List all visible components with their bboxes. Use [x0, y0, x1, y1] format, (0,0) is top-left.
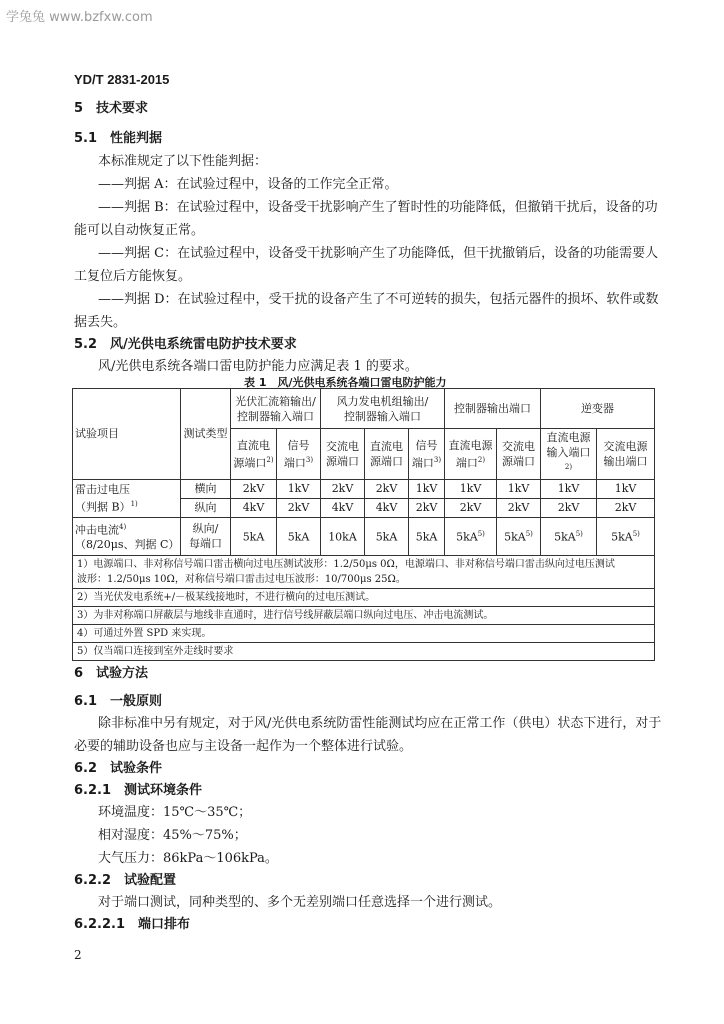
row-label-surge-current: 冲击电流$^{4)}$ （8/20μs、判据 C）	[73, 517, 181, 555]
subheader-dc-power-port: 直流电 源端口$^{2)}$	[231, 429, 277, 480]
value-cell: 1kV	[409, 479, 445, 498]
subheader-dc-input-port: 直流电源 输入端口$^{2)}$	[541, 429, 597, 480]
value-cell: 1kV	[541, 479, 597, 498]
value-cell: $5kA^{5)}$	[541, 517, 597, 555]
table-caption: 表 1 风/光供电系统各端口雷电防护能力	[244, 376, 447, 389]
value-cell: 1kV	[497, 479, 541, 498]
env-temperature: 环境温度：15℃～35℃；	[98, 805, 252, 820]
value-cell: 4kV	[365, 498, 409, 517]
header-inverter: 逆变器	[541, 389, 655, 429]
value-cell: 1kV	[277, 479, 321, 498]
criterion-a: ——判据 A：在试验过程中，设备的工作完全正常。	[98, 177, 398, 192]
value-cell: 2kV	[597, 498, 655, 517]
section-5-heading: 5 技术要求	[74, 101, 149, 116]
section-6-2-1-heading: 6.2.1 测试环境条件	[74, 783, 203, 798]
subheader-signal-port: 信号 端口$^{3)}$	[277, 429, 321, 480]
value-cell: 5kA	[409, 517, 445, 555]
value-cell: 2kV	[445, 498, 497, 517]
paragraph: 本标准规定了以下性能判据：	[98, 154, 268, 169]
document-id: YD/T 2831-2015	[74, 72, 170, 87]
header-test-item: 试验项目	[73, 389, 181, 480]
value-cell: 5kA	[365, 517, 409, 555]
header-controller-output: 控制器输出端口	[445, 389, 541, 429]
paragraph: 除非标准中另有规定，对于风/光供电系统防雷性能测试均应在正常工作（供电）状态下进行，对于	[98, 716, 662, 731]
value-cell: 2kV	[497, 498, 541, 517]
paragraph: 必要的辅助设备也应与主设备一起作为一个整体进行试验。	[74, 739, 413, 754]
value-cell: 2kV	[409, 498, 445, 517]
value-cell: 4kV	[231, 498, 277, 517]
section-6-2-2-heading: 6.2.2 试验配置	[74, 873, 177, 888]
section-6-heading: 6 试验方法	[74, 666, 149, 681]
header-wind-generator: 风力发电机组输出/ 控制器输入端口	[321, 389, 445, 429]
test-type-cell: 纵向/ 每端口	[181, 517, 231, 555]
page-number: 2	[74, 948, 82, 962]
subheader-dc-power-port: 直流电源 端口$^{2)}$	[445, 429, 497, 480]
table-note-3: 3）为非对称端口屏蔽层与地线非直通时，进行信号线屏蔽层端口纵向过电压、冲击电流测试。	[73, 606, 655, 624]
header-test-type: 测试类型	[181, 389, 231, 480]
value-cell: 2kV	[231, 479, 277, 498]
subheader-ac-power-port: 交流电 源端口	[321, 429, 365, 480]
table-row	[73, 517, 655, 555]
row-label-overvoltage: 雷击过电压 （判据 B）$^{1)}$	[73, 479, 181, 517]
criterion-b-line1: ——判据 B：在试验过程中，设备受干扰影响产生了暂时性的功能降低，但撤销干扰后，设备的功	[98, 200, 658, 215]
criterion-c-line2: 工复位后方能恢复。	[74, 269, 192, 284]
value-cell: $5kA^{5)}$	[497, 517, 541, 555]
lightning-protection-table	[72, 388, 655, 661]
value-cell: 2kV	[365, 479, 409, 498]
env-humidity: 相对湿度：45%～75%；	[98, 828, 247, 843]
criterion-c-line1: ——判据 C：在试验过程中，设备受干扰影响产生了功能降低，但干扰撤销后，设备的功能需要人	[98, 246, 659, 261]
table-note-1: 1）电源端口、非对称信号端口雷击横向过电压测试波形：1.2/50μs 0Ω，电源端口、非对称信号端口雷击纵向过电压测试 波形：1.2/50μs 10Ω，对称信号端口雷击过电压波形：10/700μs 25Ω。	[73, 555, 655, 588]
section-6-1-heading: 6.1 一般原则	[74, 694, 163, 709]
env-pressure: 大气压力：86kPa～106kPa。	[98, 851, 278, 866]
criterion-d-line1: ——判据 D：在试验过程中，受干扰的设备产生了不可逆转的损失，包括元器件的损坏、软件或数	[98, 292, 659, 307]
criterion-b-line2: 能可以自动恢复正常。	[74, 223, 205, 238]
subheader-dc-power-port: 直流电 源端口	[365, 429, 409, 480]
value-cell: 2kV	[277, 498, 321, 517]
value-cell: 5kA	[277, 517, 321, 555]
section-6-2-2-1-heading: 6.2.2.1 端口排布	[74, 917, 190, 932]
value-cell: 2kV	[541, 498, 597, 517]
value-cell: 10kA	[321, 517, 365, 555]
value-cell: 4kV	[321, 498, 365, 517]
table-note-4: 4）可通过外置 SPD 来实现。	[73, 624, 655, 642]
criterion-d-line2: 据丢失。	[74, 315, 127, 330]
test-type-cell: 纵向	[181, 498, 231, 517]
subheader-signal-port: 信号 端口$^{3)}$	[409, 429, 445, 480]
value-cell: 1kV	[445, 479, 497, 498]
subheader-ac-power-port: 交流电 源端口	[497, 429, 541, 480]
value-cell: 1kV	[597, 479, 655, 498]
value-cell: 2kV	[321, 479, 365, 498]
table-note-5: 5）仅当端口连接到室外走线时要求	[73, 642, 655, 660]
value-cell: $5kA^{5)}$	[445, 517, 497, 555]
subheader-ac-output-port: 交流电源 输出端口	[597, 429, 655, 480]
section-5-2-heading: 5.2 风/光供电系统雷电防护技术要求	[74, 337, 297, 352]
table-note-2: 2）当光伏发电系统+/－极某线接地时，不进行横向的过电压测试。	[73, 588, 655, 606]
paragraph: 风/光供电系统各端口雷电防护能力应满足表 1 的要求。	[98, 359, 418, 374]
table-row	[73, 479, 655, 498]
watermark: 学兔兔 www.bzfxw.com	[6, 10, 153, 25]
paragraph: 对于端口测试，同种类型的、多个无差别端口任意选择一个进行测试。	[98, 895, 502, 910]
section-5-1-heading: 5.1 性能判据	[74, 131, 163, 146]
value-cell: $5kA^{5)}$	[597, 517, 655, 555]
header-pv-combiner: 光伏汇流箱输出/ 控制器输入端口	[231, 389, 321, 429]
value-cell: 5kA	[231, 517, 277, 555]
test-type-cell: 横向	[181, 479, 231, 498]
section-6-2-heading: 6.2 试验条件	[74, 761, 163, 776]
